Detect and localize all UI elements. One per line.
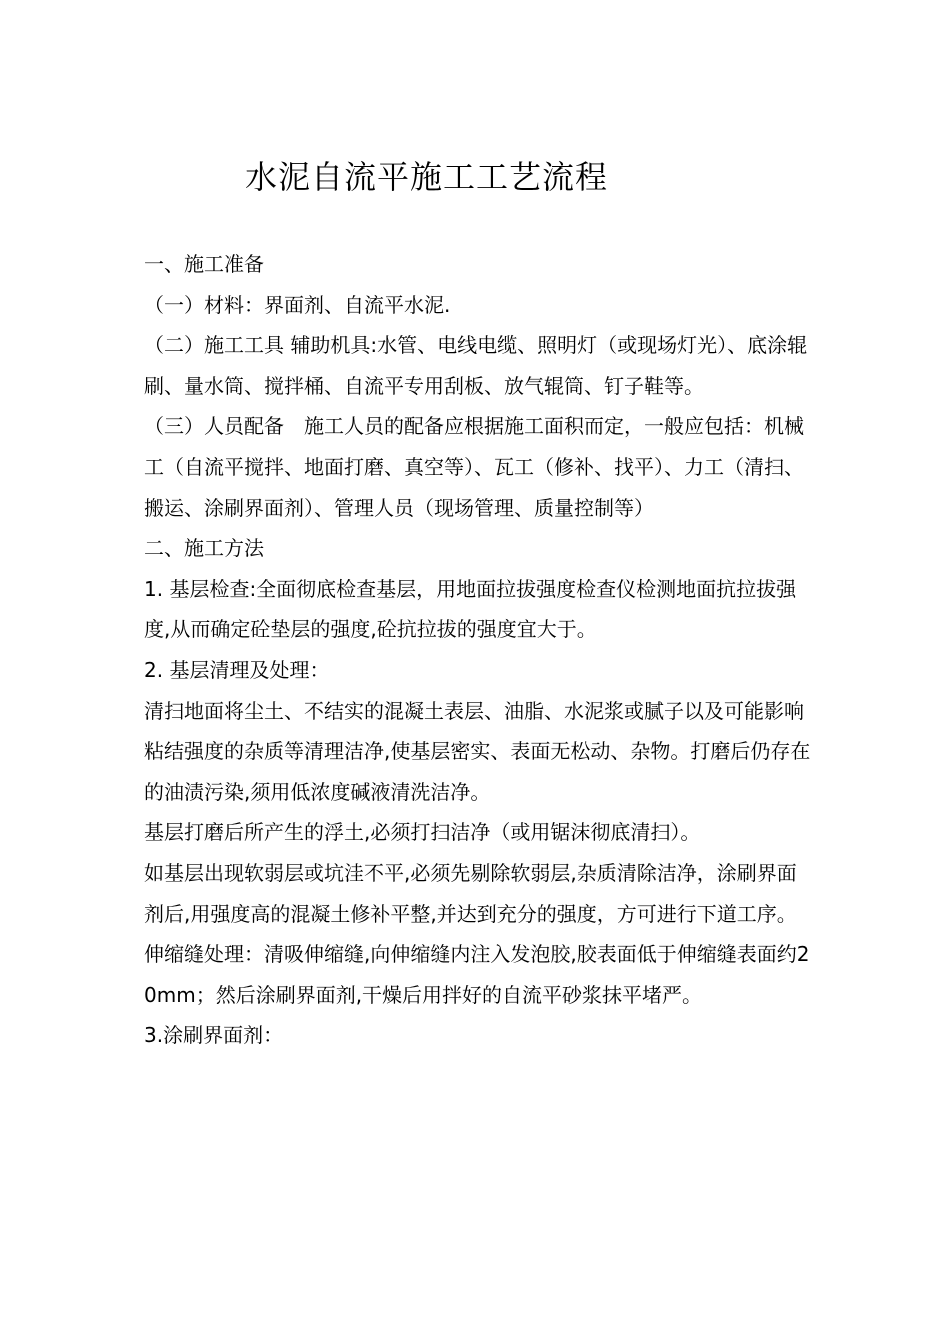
- paragraph-base-cleaning: 清扫地面将尘土、不结实的混凝土表层、油脂、水泥浆或腻子以及可能影响粘结强度的杂质等清理洁净,使基层密实、表面无松动、杂物。打磨后仍存在的油渍污染,须用低浓度碱液清洗洁净。: [144, 698, 811, 804]
- section-heading-method: 二、施工方法: [144, 536, 264, 561]
- paragraph-materials: （一）材料：界面剂、自流平水泥.: [144, 292, 451, 317]
- paragraph-weak-layer-repair: 如基层出现软弱层或坑洼不平,必须先剔除软弱层,杂质清除洁净，涂刷界面剂后,用强度高的混凝土修补平整,并达到充分的强度，方可进行下道工序。: [144, 860, 797, 926]
- section-heading-preparation: 一、施工准备: [144, 252, 264, 276]
- paragraph-tools: （二）施工工具 辅助机具:水管、电线电缆、照明灯（或现场灯光）、底涂辊刷、量水筒、搅拌桶、自流平专用刮板、放气辊筒、钉子鞋等。: [144, 333, 808, 398]
- paragraph-dust-removal: 基层打磨后所产生的浮土,必须打扫洁净（或用锯沫彻底清扫）。: [144, 820, 701, 845]
- paragraph-staffing: （三）人员配备 施工人员的配备应根据施工面积而定，一般应包括：机械工（自流平搅拌、地面打磨、真空等）、瓦工（修补、找平）、力工（清扫、搬运、涂刷界面剂）、管理人员（现场管理、质量控制等）: [144, 414, 804, 520]
- document-body: [144, 244, 812, 1056]
- paragraph-primer-heading: 3.涂刷界面剂：: [144, 1023, 284, 1048]
- paragraph-expansion-joint: 伸缩缝处理：清吸伸缩缝,向伸缩缝内注入发泡胶,胶表面低于伸缩缝表面约20mm；然后涂刷界面剂,干燥后用拌好的自流平砂浆抹平堵严。: [144, 942, 810, 1007]
- paragraph-base-cleaning-heading: 2. 基层清理及处理：: [144, 657, 330, 682]
- paragraph-base-inspection: 1. 基层检查:全面彻底检查基层，用地面拉拔强度检查仪检测地面抗拉拔强度,从而确定砼垫层的强度,砼抗拉拔的强度宜大于。: [144, 576, 797, 642]
- document-title: 水泥自流平施工工艺流程: [245, 158, 609, 196]
